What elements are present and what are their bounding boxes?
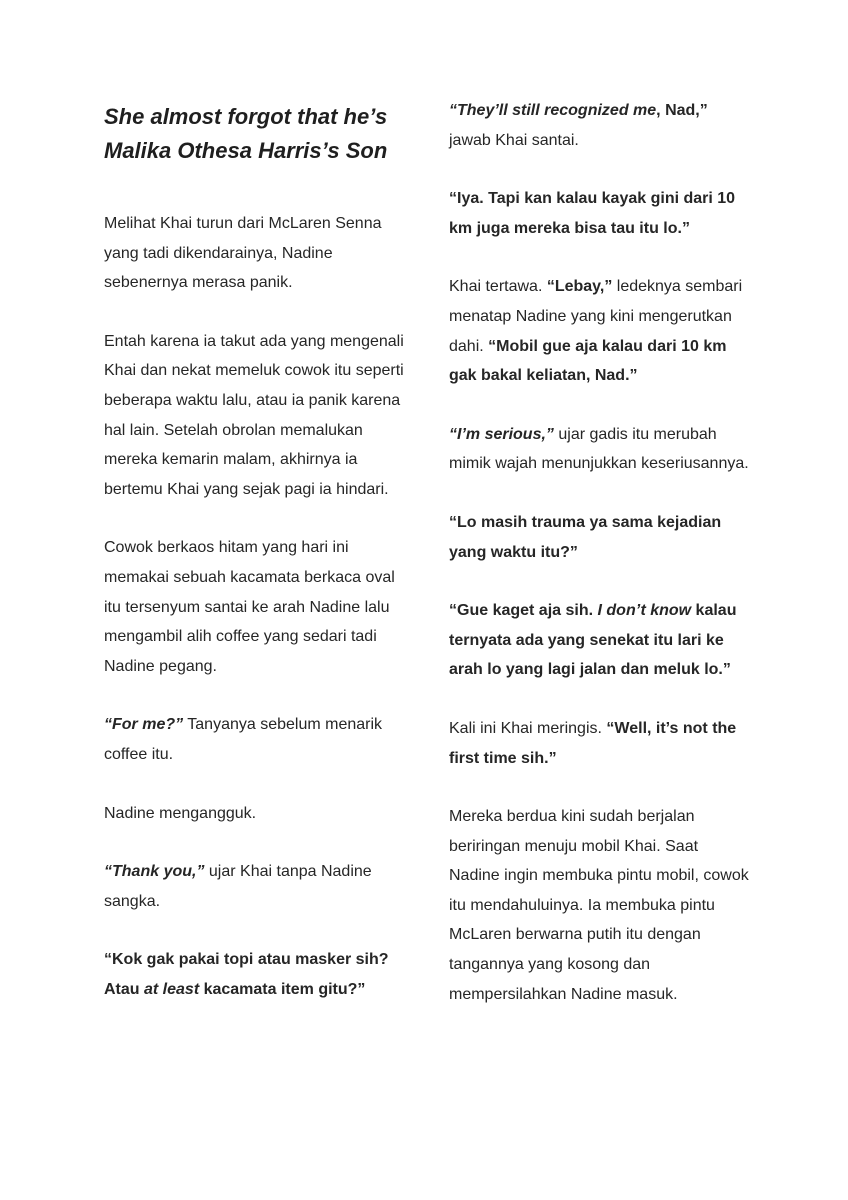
paragraph: Melihat Khai turun dari McLaren Senna yang tadi dikendarainya, Nadine sebenernya merasa panik.: [104, 215, 382, 292]
paragraph: Nadine mengangguk.: [104, 804, 257, 822]
dialogue-emphasis: I don’t know: [597, 602, 692, 620]
right-column: [449, 96, 749, 1038]
dialogue-quote: kacamata item gitu?”: [199, 980, 366, 998]
chapter-title-line-2: Malika Othesa Harris’s Son: [104, 138, 388, 163]
paragraph: [449, 420, 749, 479]
narration: ujar Khai tanpa Nadine sangka.: [104, 863, 372, 910]
narration: Tanyanya sebelum menarik coffee itu.: [104, 716, 383, 763]
paragraph: Mereka berdua kini sudah berjalan beriringan menuju mobil Khai. Saat Nadine ingin membuka pintu mobil, cowok itu mendahuluinya. Ia membuka pintu McLaren berwarna putih itu dengan tangannya yang kosong dan mempersilahkan Nadine masuk.: [449, 808, 749, 1003]
dialogue-quote: “Lebay,”: [546, 278, 613, 296]
dialogue-quote: “For me?”: [104, 716, 184, 734]
dialogue-quote: “Mobil gue aja kalau dari 10 km gak bakal keliatan, Nad.”: [449, 337, 727, 385]
dialogue-quote: “I’m serious,”: [449, 425, 554, 443]
dialogue-quote: “Kok gak pakai topi atau masker sih? Atau: [104, 951, 389, 998]
paragraph: [449, 96, 749, 155]
dialogue-emphasis: “They’ll still recognized me: [449, 102, 657, 119]
narration: ujar gadis itu merubah mimik wajah menunjukkan keseriusannya.: [449, 425, 749, 473]
paragraph: [449, 272, 749, 390]
dialogue-quote: “Thank you,”: [104, 863, 205, 881]
narration: Khai tertawa.: [449, 278, 547, 296]
paragraph: “Lo masih trauma ya sama kejadian yang waktu itu?”: [449, 513, 722, 561]
paragraph: [104, 857, 404, 916]
paragraph: [449, 714, 749, 773]
dialogue-quote: , Nad,”: [656, 102, 708, 119]
dialogue-quote: kalau ternyata ada yang senekat itu lari ke arah lo yang lagi jalan dan meluk lo.”: [449, 602, 737, 679]
dialogue-quote: “Gue kaget aja sih.: [449, 602, 598, 620]
dialogue-quote: “Well, it’s not the first time sih.”: [449, 719, 737, 767]
left-column: [104, 96, 404, 1033]
narration: Kali ini Khai meringis.: [449, 719, 607, 737]
paragraph: [104, 710, 404, 769]
narration: jawab Khai santai.: [449, 131, 579, 149]
paragraph: [449, 596, 749, 685]
paragraph: “Iya. Tapi kan kalau kayak gini dari 10 km juga mereka bisa tau itu lo.”: [449, 190, 736, 237]
paragraph: [104, 945, 404, 1004]
paragraph: Entah karena ia takut ada yang mengenali Khai dan nekat memeluk cowok itu seperti beberapa waktu lalu, atau ia panik karena hal lain. Setelah obrolan memalukan mereka kemarin malam, akhirnya ia bertemu Khai yang sejak pagi ia hindari.: [104, 332, 404, 498]
dialogue-emphasis: at least: [144, 980, 200, 998]
paragraph: Cowok berkaos hitam yang hari ini memakai sebuah kacamata berkaca oval itu tersenyum santai ke arah Nadine lalu mengambil alih coffee yang sedari tadi Nadine pegang.: [104, 539, 395, 675]
chapter-title: [104, 100, 404, 168]
chapter-title-line-1: She almost forgot that he’s: [104, 104, 388, 129]
narration: ledeknya sembari menatap Nadine yang kini mengerutkan dahi.: [449, 278, 743, 355]
